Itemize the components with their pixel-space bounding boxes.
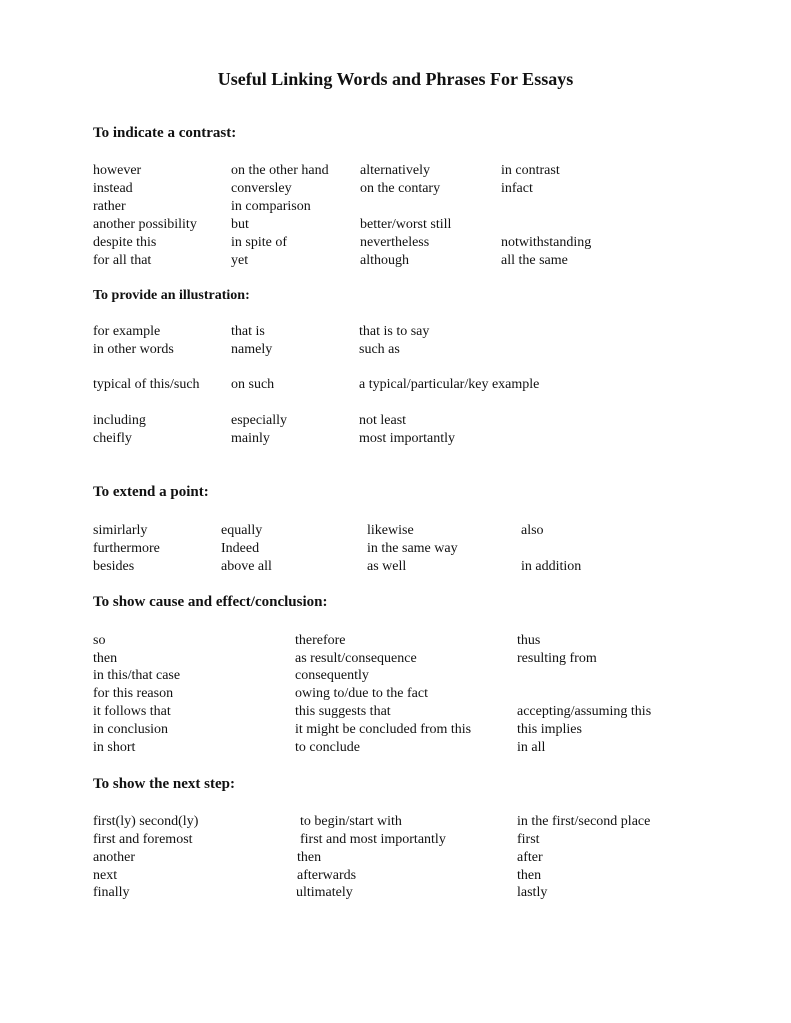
phrase: nevertheless (360, 235, 430, 250)
phrase: notwithstanding (501, 235, 592, 250)
phrase: on such (231, 377, 275, 392)
phrase: another (93, 850, 135, 865)
phrase: in other words (93, 342, 174, 357)
phrase: ultimately (296, 885, 353, 900)
phrase: also (521, 523, 544, 538)
phrase: better/worst still (360, 217, 452, 232)
phrase: first(ly) second(ly) (93, 814, 199, 829)
phrase: another possibility (93, 217, 197, 232)
phrase: as result/consequence (295, 651, 417, 666)
phrase: furthermore (93, 541, 160, 556)
phrase: likewise (367, 523, 414, 538)
section-heading-next-step: To show the next step: (93, 776, 235, 792)
phrase: despite this (93, 235, 157, 250)
phrase: a typical/particular/key example (359, 377, 540, 392)
phrase: first and foremost (93, 832, 193, 847)
phrase: although (360, 253, 409, 268)
phrase: mainly (231, 431, 270, 446)
phrase: infact (501, 181, 533, 196)
phrase: in all (517, 740, 546, 755)
phrase: yet (231, 253, 249, 268)
phrase: in contrast (501, 163, 560, 178)
section-heading-cause: To show cause and effect/conclusion: (93, 594, 328, 610)
phrase: as well (367, 559, 407, 574)
phrase: cheifly (93, 431, 132, 446)
phrase: finally (93, 885, 130, 900)
phrase: first and most importantly (300, 832, 446, 847)
phrase: so (93, 633, 106, 648)
phrase: on the other hand (231, 163, 329, 178)
phrase: such as (359, 342, 400, 357)
phrase: then (517, 868, 542, 883)
phrase: it might be concluded from this (295, 722, 472, 737)
phrase: especially (231, 413, 287, 428)
phrase: in comparison (231, 199, 311, 214)
phrase: including (93, 413, 146, 428)
phrase: accepting/assuming this (517, 704, 652, 719)
phrase: in addition (521, 559, 582, 574)
phrase: thus (517, 633, 541, 648)
phrase: all the same (501, 253, 568, 268)
phrase: after (517, 850, 543, 865)
phrase: consequently (295, 668, 369, 683)
phrase: in the first/second place (517, 814, 651, 829)
phrase: next (93, 868, 118, 883)
phrase: on the contary (360, 181, 441, 196)
phrase: not least (359, 413, 407, 428)
page-title: Useful Linking Words and Phrases For Essays (217, 69, 574, 89)
phrase: that is to say (359, 324, 430, 339)
section-heading-contrast: To indicate a contrast: (93, 125, 237, 141)
phrase: above all (221, 559, 272, 574)
phrase: for this reason (93, 686, 174, 701)
phrase: typical of this/such (93, 377, 200, 392)
phrase: alternatively (360, 163, 430, 178)
phrase: rather (93, 199, 126, 214)
section-heading-illustration: To provide an illustration: (93, 288, 250, 303)
phrase: this suggests that (295, 704, 391, 719)
phrase: besides (93, 559, 135, 574)
phrase: equally (221, 523, 263, 538)
phrase: in spite of (231, 235, 287, 250)
phrase: for example (93, 324, 161, 339)
phrase: instead (93, 181, 133, 196)
phrase: then (93, 651, 118, 666)
phrase: in conclusion (93, 722, 169, 737)
phrase: most importantly (359, 431, 456, 446)
phrase: resulting from (517, 651, 597, 666)
phrase: Indeed (221, 541, 260, 556)
phrase: simirlarly (93, 523, 148, 538)
phrase: then (297, 850, 322, 865)
phrase: therefore (295, 633, 346, 648)
phrase: first (517, 832, 540, 847)
phrase: in short (93, 740, 136, 755)
phrase: for all that (93, 253, 152, 268)
phrase: conversley (231, 181, 292, 196)
phrase: that is (231, 324, 265, 339)
phrase: owing to/due to the fact (295, 686, 428, 701)
phrase: lastly (517, 885, 548, 900)
phrase: it follows that (93, 704, 171, 719)
phrase: but (231, 217, 249, 232)
phrase: however (93, 163, 142, 178)
phrase: to conclude (295, 740, 360, 755)
phrase: to begin/start with (300, 814, 402, 829)
phrase: in this/that case (93, 668, 181, 683)
phrase: afterwards (297, 868, 357, 883)
phrase: in the same way (367, 541, 458, 556)
phrase: namely (231, 342, 273, 357)
phrase: this implies (517, 722, 582, 737)
section-heading-extend: To extend a point: (93, 484, 209, 500)
